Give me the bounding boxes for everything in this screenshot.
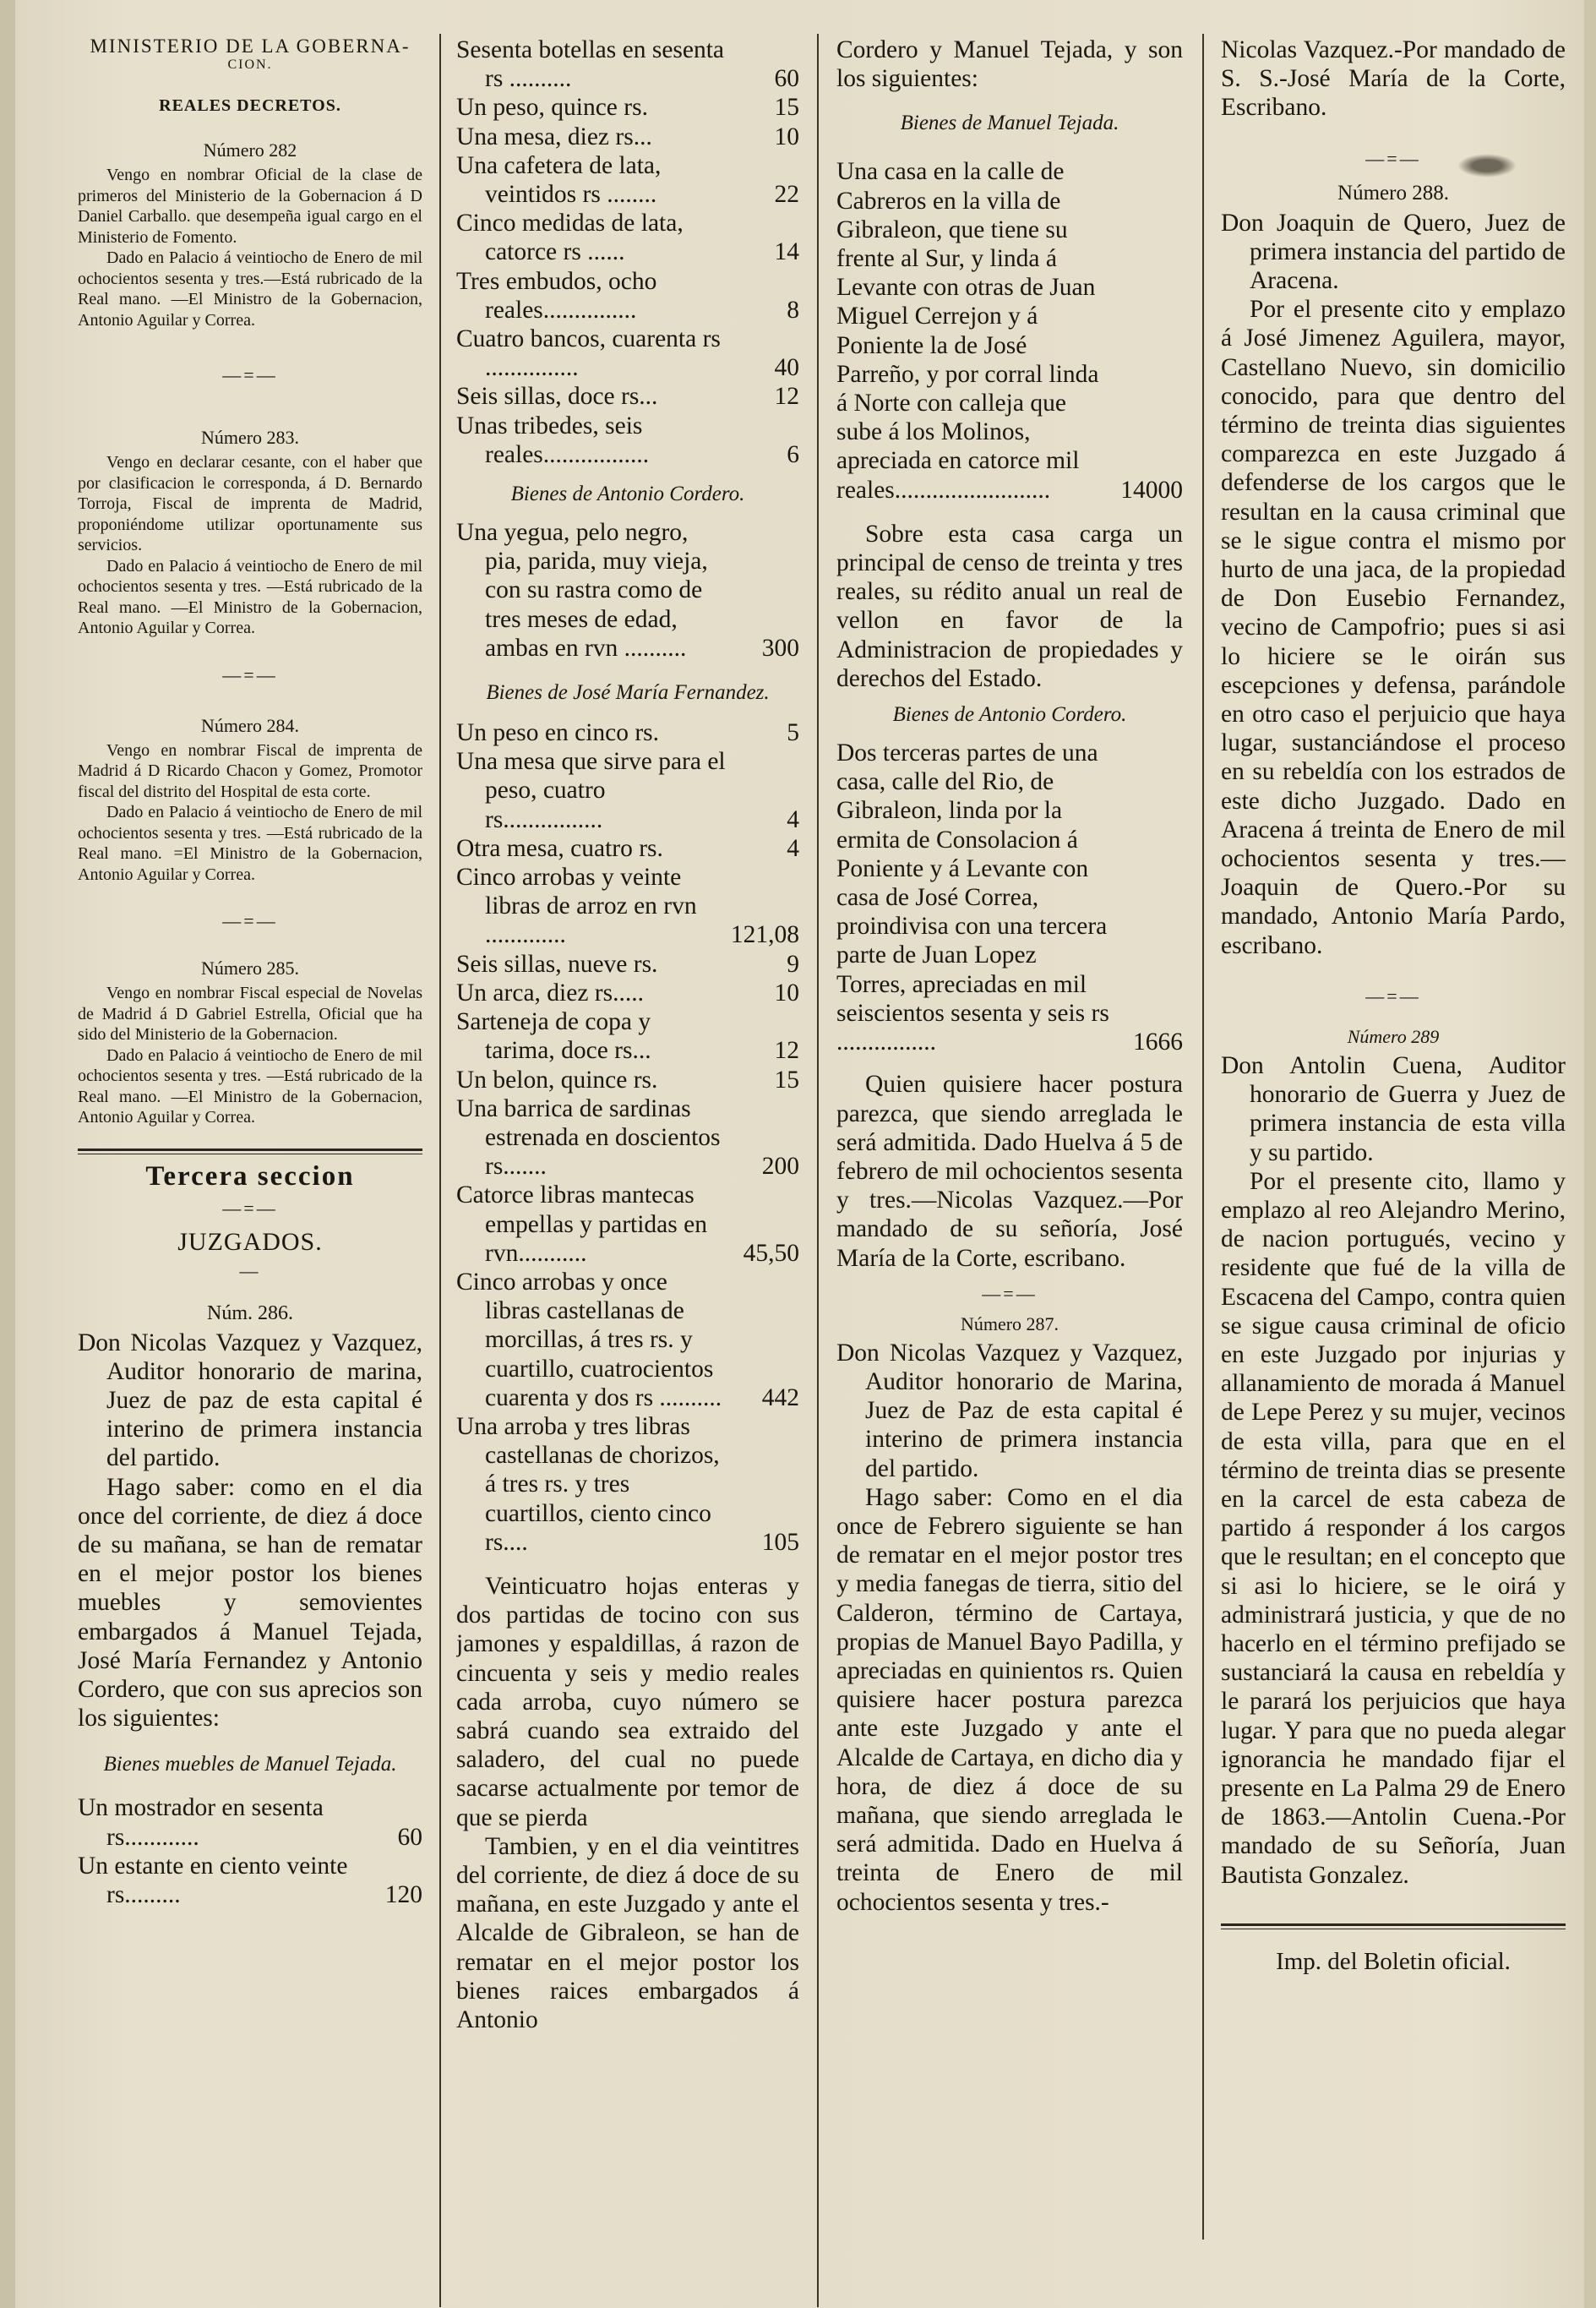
edict-287-body: Hago saber: Como en el dia once de Febrero siguiente se han de rematar en el mejor postor tres y media fanegas de tierra, sitio del Calderon, término de Cartaya, propias de Manuel Bayo Padilla, y apreciadas en quinientos rs. Quien quisiere hacer postura parezca ante este Juzgado y ante el Alcalde de Cartaya, en dicho dia y hora, de diez á doce de su mañana, que siendo arreglada le será admitida. Dado en Huelva á treinta de Enero de mil ochocientos sesenta y tres.- (836, 1483, 1183, 1916)
decree-283-date: Dado en Palacio á veintiocho de Enero de mil ochocientos sesenta y tres. —Está rubricado de la Real mano. —El Ministro de la Gobernacion, Antonio Aguilar y Correa. (78, 556, 422, 637)
ministry-heading-cont: CION. (227, 57, 273, 72)
paragraph-remate-raices: Tambien, y en el dia veintitres del corriente, de diez á doce de su mañana, en este Juzgado y ante el Alcalde de Gibraleon, se han de rematar en el mejor postor los bienes raices embargados á Antonio (456, 1832, 799, 2033)
page-edge-right (1584, 0, 1596, 2308)
list-item: Sarteneja de copa y tarima, doce rs... 12 (456, 1008, 799, 1065)
column-rule-3 (1202, 34, 1204, 2240)
decree-283-title: Número 283. (200, 427, 300, 448)
separator: —=— (1365, 985, 1421, 1007)
decree-283-text: Vengo en declarar cesante, con el haber que por clasificacion le corresponda, á D. Bernardo Torroja, Fiscal de imprenta de Madrid, proponiéndome utilizar oportunamente sus servicios. (78, 453, 422, 554)
decree-284-title: Número 284. (200, 714, 300, 736)
list-item: Catorce libras mantecas empellas y partidas en rvn........... 45,50 (456, 1181, 799, 1267)
list-item: Un estante en ciento veinte rs......... 120 (78, 1852, 422, 1908)
subheading-bienes-cordero: Bienes de Antonio Cordero. (892, 703, 1127, 727)
decree-282-text: Vengo en nombrar Oficial de la clase de primeros del Ministerio de la Gobernacion á D Daniel Carballo. que desempeña igual cargo en el Ministerio de Fomento. (78, 166, 422, 247)
paragraph-continued: Nicolas Vazquez.-Por mandado de S. S.-José María de la Corte, Escribano. (1221, 36, 1566, 122)
printer-imprint: Imp. del Boletin oficial. (1276, 1947, 1511, 1975)
page-edge-left (0, 0, 15, 2308)
list-item: Un peso en cinco rs. 5 (456, 719, 799, 747)
decree-285-date: Dado en Palacio á veintiocho de Enero de mil ochocientos sesenta y tres. —Está rubricado de la Real mano. —El Ministro de la Gobernacion, Antonio Aguilar y Correa. (78, 1045, 422, 1127)
separator: —=— (222, 910, 278, 931)
list-item: Una yegua, pelo negro, pia, parida, muy vieja, con su rastra como de tres meses de edad, ambas en rvn .......... 300 (456, 519, 799, 662)
list-item: Dos terceras partes de una casa, calle del Rio, de Gibraleon, linda por la ermita de Consolacion á Poniente y á Levante con casa de José Correa, proindivisa con una tercera parte de Juan Lopez Torres, apreciadas en mil seiscientos sesenta y seis rs ................ 1666 (836, 739, 1183, 1056)
juzgados-heading: JUZGADOS. (177, 1227, 323, 1256)
list-item: Cinco arrobas y once libras castellanas de morcillas, á tres rs. y cuartillo, cuatrocientos cuarenta y dos rs .......... 442 (456, 1268, 799, 1411)
list-item: Una barrica de sardinas estrenada en doscientos rs....... 200 (456, 1094, 799, 1181)
subheading-bienes-fernandez: Bienes de José María Fernandez. (486, 681, 770, 705)
list-item: Otra mesa, cuatro rs. 4 (456, 834, 799, 862)
section-heading: Tercera seccion (145, 1160, 355, 1192)
separator: —=— (1365, 147, 1421, 169)
paragraph-continued: Cordero y Manuel Tejada, y son los siguientes: (836, 36, 1183, 93)
column-3 (836, 35, 1183, 1917)
decree-284-text: Vengo en nombrar Fiscal de imprenta de Madrid á D Ricardo Chacon y Gomez, Promotor fiscal del distrito del Hospital de esta corte. (78, 740, 422, 801)
list-item: Una casa en la calle de Cabreros en la villa de Gibraleon, que tiene su frente al Sur, y linda á Levante con otras de Juan Miguel Cerrejon y á Poniente la de José Parreño, y por corral linda á Norte con calleja que sube á los Molinos, apreciada en catorce mil reales......................... 14000 (836, 158, 1183, 504)
list-item: Un peso, quince rs. 15 (456, 94, 799, 122)
list-item: Cinco arrobas y veinte libras de arroz en rvn ............. 121,08 (456, 864, 799, 949)
decree-284-date: Dado en Palacio á veintiocho de Enero de mil ochocientos sesenta y tres. —Está rubricado de la Real mano. =El Ministro de la Gobernacion, Antonio Aguilar y Correa. (78, 803, 422, 884)
decree-282-title: Número 282 (203, 139, 297, 161)
edict-288-heading: Don Joaquin de Quero, Juez de primera instancia del partido de Aracena. (1221, 209, 1566, 295)
list-item: Una arroba y tres libras castellanas de chorizos, á tres rs. y tres cuartillos, ciento cinco rs.... 105 (456, 1412, 799, 1556)
subheading-bienes-tejada: Bienes muebles de Manuel Tejada. (103, 1753, 397, 1776)
edict-286-heading: Don Nicolas Vazquez y Vazquez, Auditor honorario de marina, Juez de paz de esta capital é interino de primera instancia del partido. (78, 1329, 422, 1472)
list-item: Un belon, quince rs. 15 (456, 1066, 799, 1094)
list-item: Cinco medidas de lata, catorce rs ...... 14 (456, 210, 799, 266)
reales-decretos-heading: REALES DECRETOS. (159, 96, 341, 115)
subheading-bienes-cordero: Bienes de Antonio Cordero. (510, 483, 745, 506)
decree-285-title: Número 285. (200, 958, 300, 979)
ministry-heading: MINISTERIO DE LA GOBERNA- (90, 35, 411, 57)
separator: —=— (222, 364, 278, 385)
edict-289-title: Número 289 (1347, 1025, 1440, 1047)
list-item: Tres embudos, ocho reales............... 8 (456, 267, 799, 324)
paragraph-censo: Sobre esta casa carga un principal de censo de treinta y tres reales, su rédito anual un real de vellon en favor de la Administracion de propiedades y derechos del Estado. (836, 520, 1183, 692)
list-item: Seis sillas, nueve rs. 9 (456, 950, 799, 978)
list-item: Un arca, diez rs..... 10 (456, 979, 799, 1007)
separator: —=— (222, 1197, 278, 1219)
separator: —=— (982, 1282, 1038, 1304)
edict-286-body: Hago saber: como en el dia once del corriente, de diez á doce de su mañana, se han de rematar en el mejor postor los bienes muebles y semovientes embargados á Manuel Tejada, José María Fernandez y Antonio Cordero, que con sus aprecios son los siguientes: (78, 1473, 422, 1732)
paragraph-postura: Quien quisiere hacer postura parezca, que siendo arreglada le será admitida. Dado Huelva á 5 de febrero de mil ochocientos sesenta y tres.—Nicolas Vazquez.—Por mandado de su señoría, José María de la Corte, escribano. (836, 1071, 1183, 1272)
edict-289-body: Por el presente cito, llamo y emplazo al reo Alejandro Merino, de nacion portugués, vecino y residente que fué de la villa de Escacena del Campo, contra quien se sigue causa criminal de oficio en este Juzgado por injurias y allanamiento de morada á Manuel de Lepe Perez y su mujer, vecinos de esta villa, para que en el término de treinta dias se presente en la carcel de esta cabeza de partido á responder á los cargos que le resultan; en el concepto que si asi lo hiciere, se le oirá y administrará justicia, y que de no hacerlo en el término prefijado se sustanciará la causa en rebeldía y le parará los perjuicios que haya lugar. Y para que no pueda alegar ignorancia he mandado fijar el presente en La Palma 29 de Enero de 1863.—Antolin Cuena.-Por mandado de su Señoría, Juan Bautista Gonzalez. (1221, 1167, 1566, 1889)
list-item: Un mostrador en sesenta rs............ 60 (78, 1794, 422, 1851)
edict-287-title: Número 287. (960, 1312, 1059, 1334)
decree-282-date: Dado en Palacio á veintiocho de Enero de mil ochocientos sesenta y tres.—Está rubricado de la Real mano. —El Ministro de la Gobernacion, Antonio Aguilar y Correa. (78, 248, 422, 330)
list-item: Cuatro bancos, cuarenta rs ............... 40 (456, 325, 799, 382)
edict-287-heading: Don Nicolas Vazquez y Vazquez, Auditor honorario de Marina, Juez de Paz de esta capital é interino de primera instancia del partido. (836, 1339, 1183, 1482)
subheading-bienes-tejada: Bienes de Manuel Tejada. (900, 112, 1119, 135)
column-rule-1 (439, 34, 441, 2307)
decree-285-text: Vengo en nombrar Fiscal especial de Novelas de Madrid á D Gabriel Estrella, Oficial que ha sido del Ministerio de la Gobernacion. (78, 984, 422, 1044)
column-2 (456, 35, 799, 2034)
separator: —=— (222, 663, 278, 685)
column-rule-2 (817, 34, 819, 2307)
edict-288-title: Número 288. (1337, 181, 1449, 205)
edict-286-title: Núm. 286. (207, 1301, 293, 1324)
paragraph-tocino: Veinticuatro hojas enteras y dos partidas de tocino con sus jamones y espaldillas, á razon de cincuenta y seis y medio reales cada arroba, cuyo número se sabrá cuando sea extraido del saladero, del cual no puede sacarse actualmente por temor de que se pierda (456, 1572, 799, 1831)
list-item: Una cafetera de lata, veintidos rs ........ 22 (456, 151, 799, 209)
edict-288-body: Por el presente cito y emplazo á José Jimenez Aguilera, mayor, Castellano Nuevo, sin domicilio conocido, para que dentro del término de treinta dias siguientes comparezca en este Juzgado á defenderse de los cargos que le resultan en la causa criminal que se le sigue contra el mismo por hurto de una jaca, de la propiedad de Don Eusebio Fernandez, vecino de Campofrio; pues si asi lo hiciere se le oirán sus escepciones y defensa, parándole en otro caso el perjuicio que haya lugar, sustanciándose el proceso en su rebeldía con los estrados de este dicho Juzgado. Dado en Aracena á treinta de Enero de mil ochocientos sesenta y tres.—Joaquin de Quero.-Por su mandado, Antonio María Pardo, escribano. (1221, 296, 1566, 959)
list-item: Una mesa que sirve para el peso, cuatro rs................ 4 (456, 748, 799, 833)
column-4 (1221, 35, 1566, 1976)
double-rule (1221, 1923, 1566, 1929)
double-rule (78, 1149, 422, 1154)
edict-289-heading: Don Antolin Cuena, Auditor honorario de Guerra y Juez de primera instancia de esta villa y su partido. (1221, 1051, 1566, 1166)
separator: — (239, 1259, 261, 1281)
list-item: Unas tribedes, seis reales................. 6 (456, 412, 799, 468)
list-item: Sesenta botellas en sesenta rs .......... 60 (456, 36, 799, 93)
column-1 (78, 35, 422, 1909)
list-item: Seis sillas, doce rs... 12 (456, 383, 799, 411)
list-item: Una mesa, diez rs... 10 (456, 123, 799, 150)
